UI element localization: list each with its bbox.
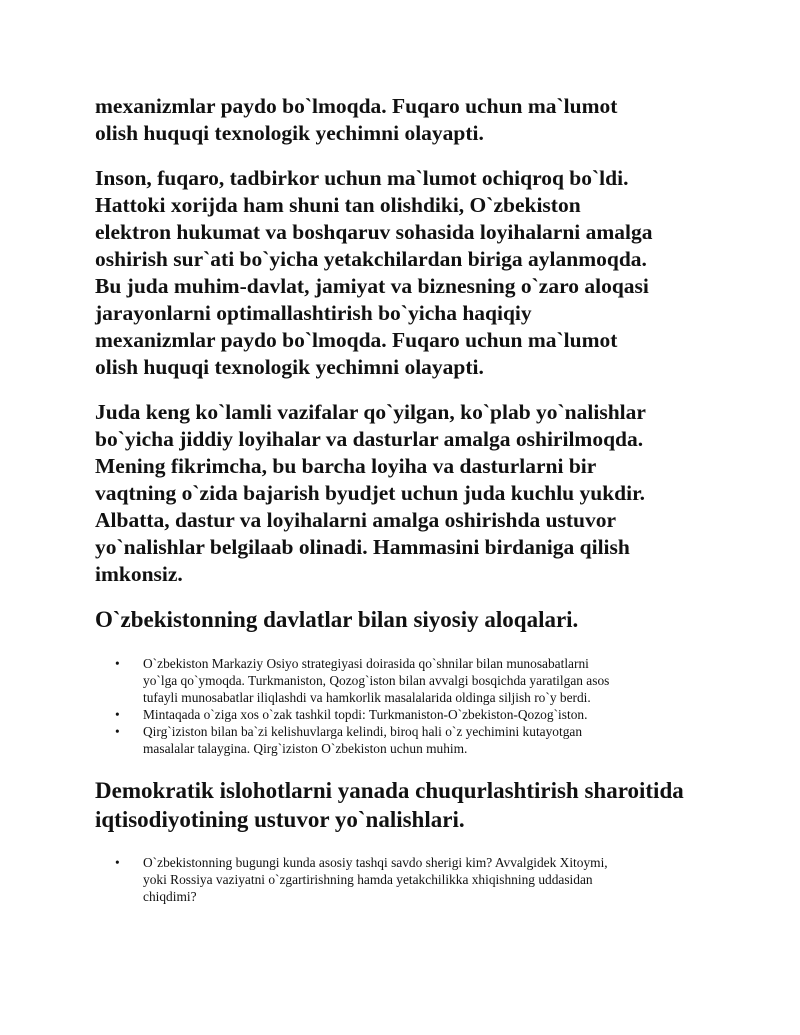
text-line: mexanizmlar paydo bo`lmoqda. Fuqaro uchun ma`lumot bbox=[95, 328, 618, 352]
section-heading bbox=[95, 605, 735, 634]
text-line: Inson, fuqaro, tadbirkor uchun ma`lumot ochiqroq bo`ldi. bbox=[95, 166, 629, 190]
bullet-icon: • bbox=[115, 855, 120, 870]
bullet-icon: • bbox=[115, 656, 120, 671]
heading-line: Demokratik islohotlarni yanada chuqurlashtirish sharoitida bbox=[95, 778, 684, 803]
bullet-list bbox=[95, 655, 735, 757]
list-item-line: Mintaqada o`ziga xos o`zak tashkil topdi: Turkmaniston-O`zbekiston-Qozog`iston. bbox=[143, 707, 588, 722]
list-item-line: masalalar talaygina. Qirg`iziston O`zbekiston uchun muhim. bbox=[143, 741, 468, 756]
text-line: imkonsiz. bbox=[95, 562, 183, 586]
list-item-line: O`zbekistonning bugungi kunda asosiy tashqi savdo sherigi kim? Avvalgidek Xitoymi, bbox=[143, 855, 608, 870]
heading-line: O`zbekistonning davlatlar bilan siyosiy aloqalari. bbox=[95, 607, 579, 632]
heading-line: iqtisodiyotining ustuvor yo`nalishlari. bbox=[95, 807, 465, 832]
paragraph-3 bbox=[95, 399, 735, 588]
paragraph-2 bbox=[95, 165, 735, 381]
text-line: vaqtning o`zida bajarish byudjet uchun juda kuchlu yukdir. bbox=[95, 481, 646, 505]
list-item-line: tufayli munosabatlar iliqlashdi va hamkorlik masalalarida oldinga siljish ro`y berdi. bbox=[143, 690, 591, 705]
text-line: Hattoki xorijda ham shuni tan olishdiki, O`zbekiston bbox=[95, 193, 581, 217]
text-line: yo`nalishlar belgilaab olinadi. Hammasini birdaniga qilish bbox=[95, 535, 630, 559]
bullet-icon: • bbox=[115, 724, 120, 739]
list-item bbox=[95, 723, 735, 757]
list-item-line: chiqdimi? bbox=[143, 889, 197, 904]
bullet-list bbox=[95, 854, 735, 905]
list-item-line: yo`lga qo`ymoqda. Turkmaniston, Qozog`iston bilan avvalgi bosqichda yaratilgan asos bbox=[143, 673, 610, 688]
list-item bbox=[95, 706, 735, 723]
text-line: Bu juda muhim-davlat, jamiyat va biznesning o`zaro aloqasi bbox=[95, 274, 649, 298]
text-line: Albatta, dastur va loyihalarni amalga oshirishda ustuvor bbox=[95, 508, 617, 532]
bullet-icon: • bbox=[115, 707, 120, 722]
text-line: jarayonlarni optimallashtirish bo`yicha haqiqiy bbox=[95, 301, 532, 325]
text-line: mexanizmlar paydo bo`lmoqda. Fuqaro uchun ma`lumot bbox=[95, 94, 618, 118]
text-line: bo`yicha jiddiy loyihalar va dasturlar amalga oshirilmoqda. bbox=[95, 427, 644, 451]
list-item bbox=[95, 854, 735, 905]
text-line: oshirish sur`ati bo`yicha yetakchilardan biriga aylanmoqda. bbox=[95, 247, 647, 271]
list-item-line: yoki Rossiya vaziyatni o`zgartirishning hamda yetakchilikka xhiqishning uddasidan bbox=[143, 872, 593, 887]
document-page bbox=[95, 93, 735, 905]
text-line: Juda keng ko`lamli vazifalar qo`yilgan, ko`plab yo`nalishlar bbox=[95, 400, 646, 424]
paragraph-1 bbox=[95, 93, 735, 147]
list-item bbox=[95, 655, 735, 706]
text-line: olish huquqi texnologik yechimni olayapti. bbox=[95, 121, 484, 145]
list-item-line: Qirg`iziston bilan ba`zi kelishuvlarga kelindi, biroq hali o`z yechimini kutayotgan bbox=[143, 724, 583, 739]
text-line: Mening fikrimcha, bu barcha loyiha va dasturlarni bir bbox=[95, 454, 597, 478]
section-heading bbox=[95, 776, 735, 834]
text-line: elektron hukumat va boshqaruv sohasida loyihalarni amalga bbox=[95, 220, 653, 244]
list-item-line: O`zbekiston Markaziy Osiyo strategiyasi doirasida qo`shnilar bilan munosabatlarni bbox=[143, 656, 589, 671]
text-line: olish huquqi texnologik yechimni olayapti. bbox=[95, 355, 484, 379]
